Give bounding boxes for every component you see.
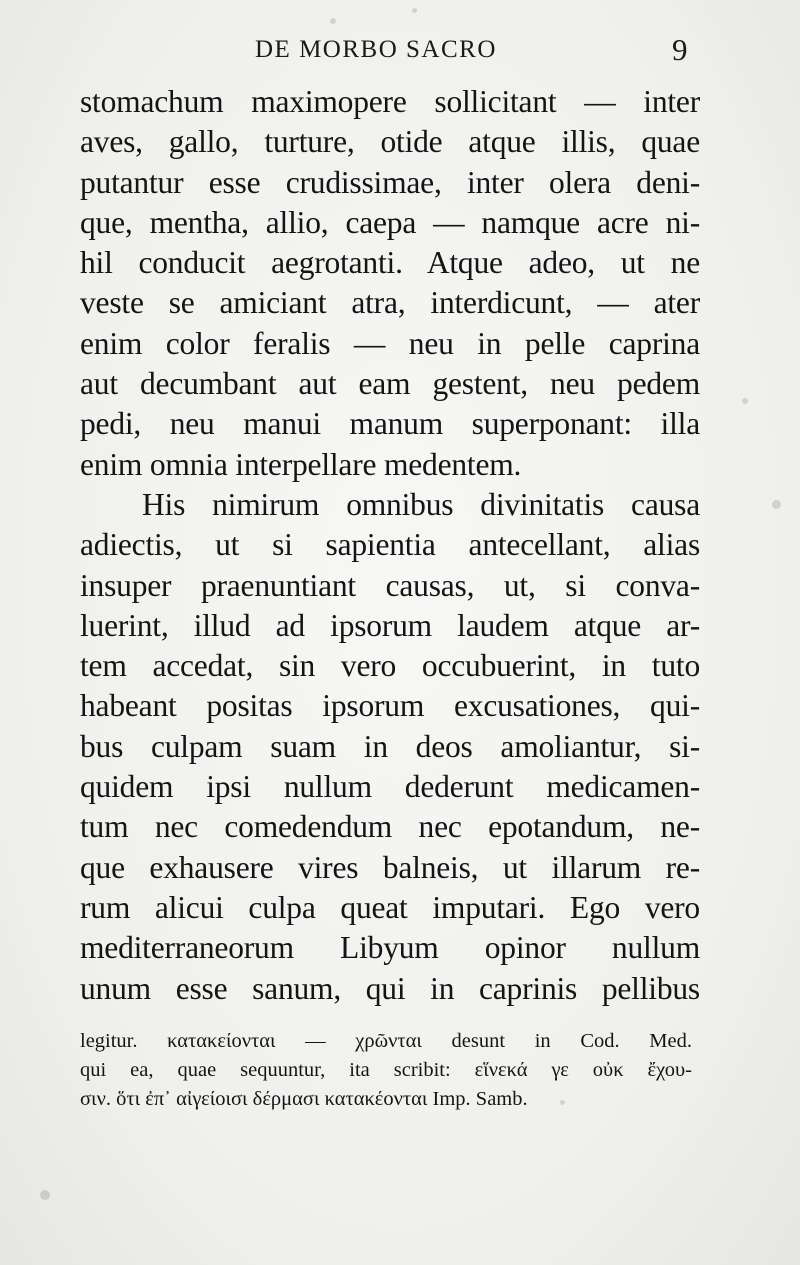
text-line: hil conducit aegrotanti. Atque adeo, ut ne [80, 245, 700, 281]
running-title: DE MORBO SACRO [255, 36, 497, 63]
text-line: stomachum maximopere sollicitant — inter [80, 84, 700, 119]
footnote-line: legitur. κατακείονται — χρῶνται desunt in Cod. Med. [80, 1030, 692, 1052]
text-line: que, mentha, allio, caepa — namque acre ni- [80, 204, 700, 240]
text-line: pedi, neu manui manum superponant: illa [80, 406, 700, 442]
page-header [0, 30, 800, 70]
footnote-line: qui ea, quae sequuntur, ita scribit: εἵνεκά γε οὐκ ἔχου- [80, 1059, 692, 1081]
text-line: mediterraneorum Libyum opinor nullum [80, 930, 700, 966]
text-line: quidem ipsi nullum dederunt medicamen- [80, 769, 700, 805]
text-line: habeant positas ipsorum excusationes, qui- [80, 688, 700, 724]
page-number: 9 [672, 32, 688, 67]
main-text [80, 82, 700, 1009]
text-line: adiectis, ut si sapientia antecellant, alias [80, 527, 700, 563]
text-line: aves, gallo, turture, otide atque illis, quae [80, 124, 700, 160]
text-line: veste se amiciant atra, interdicunt, — ater [80, 285, 700, 321]
footnote-line: σιν. ὅτι ἐπ᾽ αἰγείοισι δέρμασι κατακέονται Imp. Samb. [80, 1088, 528, 1110]
paragraph-start-line: His nimirum omnibus divinitatis causa [142, 486, 700, 522]
text-line: bus culpam suam in deos amoliantur, si- [80, 728, 700, 764]
text-line: tum nec comedendum nec epotandum, ne- [80, 809, 700, 845]
text-line: luerint, illud ad ipsorum laudem atque ar- [80, 607, 700, 643]
text-line: unum esse sanum, qui in caprinis pellibus [80, 970, 700, 1006]
text-line: tem accedat, sin vero occubuerint, in tuto [80, 648, 700, 684]
text-line: putantur esse crudissimae, inter olera deni- [80, 164, 700, 200]
text-line: que exhausere vires balneis, ut illarum re- [80, 849, 700, 885]
text-line: insuper praenuntiant causas, ut, si conva- [80, 567, 700, 603]
footnote [80, 1027, 692, 1114]
text-line: enim color feralis — neu in pelle caprina [80, 325, 700, 361]
text-line: enim omnia interpellare medentem. [80, 446, 522, 482]
text-line: rum alicui culpa queat imputari. Ego vero [80, 889, 700, 925]
text-line: aut decumbant aut eam gestent, neu pedem [80, 366, 700, 402]
